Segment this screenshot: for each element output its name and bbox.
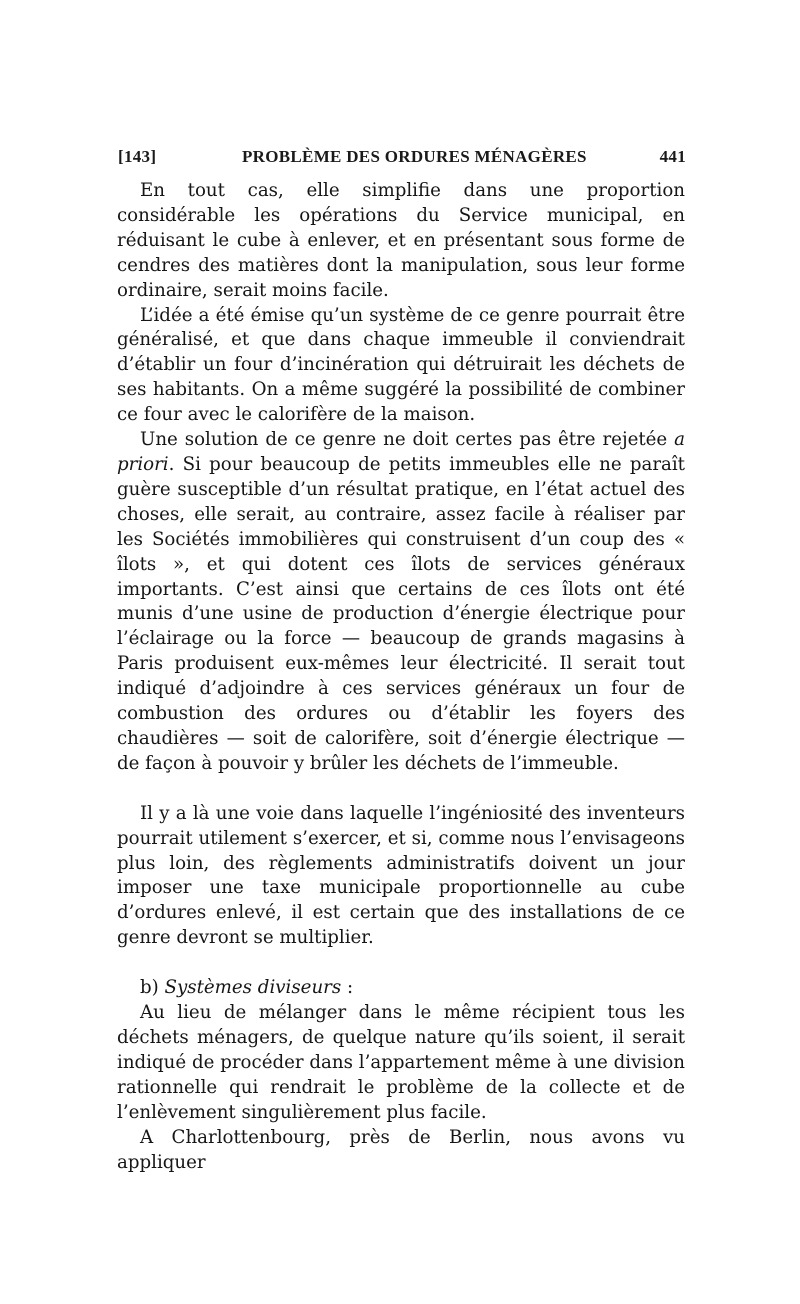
page-header	[118, 147, 686, 169]
heading-suffix: :	[341, 977, 354, 999]
paragraph-division-rationnelle: Au lieu de mélanger dans le même récipient tous les déchets ménagers, de quelque nature qu’ils soient, il serait indiqué de procéder dans l’appartement même à une division rationnelle qui rendrait le problème de la collecte et de l’enlèvement singulièrement plus facile.	[117, 1002, 685, 1123]
italic-a-priori: a priori	[117, 429, 685, 475]
paragraph-solution-a-priori	[117, 428, 685, 777]
paragraph-text-rest: . Si pour beaucoup de petits immeubles elle ne paraît guère susceptible d’un résultat pratique, en l’état actuel des choses, elle serait, au contraire, assez facile à réaliser par les Sociétés immobilières qui construisent d’un coup des « îlots », et qui dotent ces îlots de services généraux importants. C’est ainsi que certains de ces îlots ont été munis d’une usine de production d’énergie électrique pour l’éclairage ou la force — beaucoup de grands magasins à Paris produisent eux-mêmes leur électricité. Il serait tout indiqué d’adjoindre à ces services généraux un four de combustion des ordures ou d’établir les foyers des chaudières — soit de calorifère, soit d’énergie électrique — de façon à pouvoir y brûler les déchets de l’immeuble.	[117, 453, 685, 774]
section-number: [143]	[118, 147, 157, 166]
section-heading-systemes-diviseurs	[117, 976, 685, 1001]
paragraph-generalized-system: L’idée a été émise qu’un système de ce genre pourrait être généralisé, et que dans chaque immeuble il conviendrait d’établir un four d’incinération qui détruirait les déchets de ses habitants. On a même suggéré la possibilité de combiner ce four avec le calorifère de la maison.	[117, 304, 685, 426]
paragraph-incineration-simplifies: En tout cas, elle simplifie dans une proportion considérable les opérations du Service municipal, en réduisant le cube à enlever, et en présentant sous forme de cendres des matières dont la manipulation, sous leur forme ordinaire, serait moins facile.	[117, 180, 685, 301]
body-text	[117, 179, 685, 1175]
running-title: PROBLÈME DES ORDURES MÉNAGÈRES	[242, 147, 587, 166]
paragraph-text-start: Une solution de ce genre ne doit certes pas être rejetée	[140, 429, 675, 451]
heading-prefix: b)	[140, 977, 165, 999]
page-number: 441	[659, 147, 686, 166]
paragraph-inventors: Il y a là une voie dans laquelle l’ingéniosité des inventeurs pourrait utilement s’exercer, et si, comme nous l’envisageons plus loin, des règlements administratifs doivent un jour imposer une taxe municipale proportionnelle au cube d’ordures enlevé, il est certain que des installations de ce genre devront se multiplier.	[117, 802, 685, 949]
paragraph-charlottenbourg: A Charlottenbourg, près de Berlin, nous avons vu appliquer	[117, 1126, 685, 1173]
heading-title: Systèmes diviseurs	[164, 977, 342, 999]
